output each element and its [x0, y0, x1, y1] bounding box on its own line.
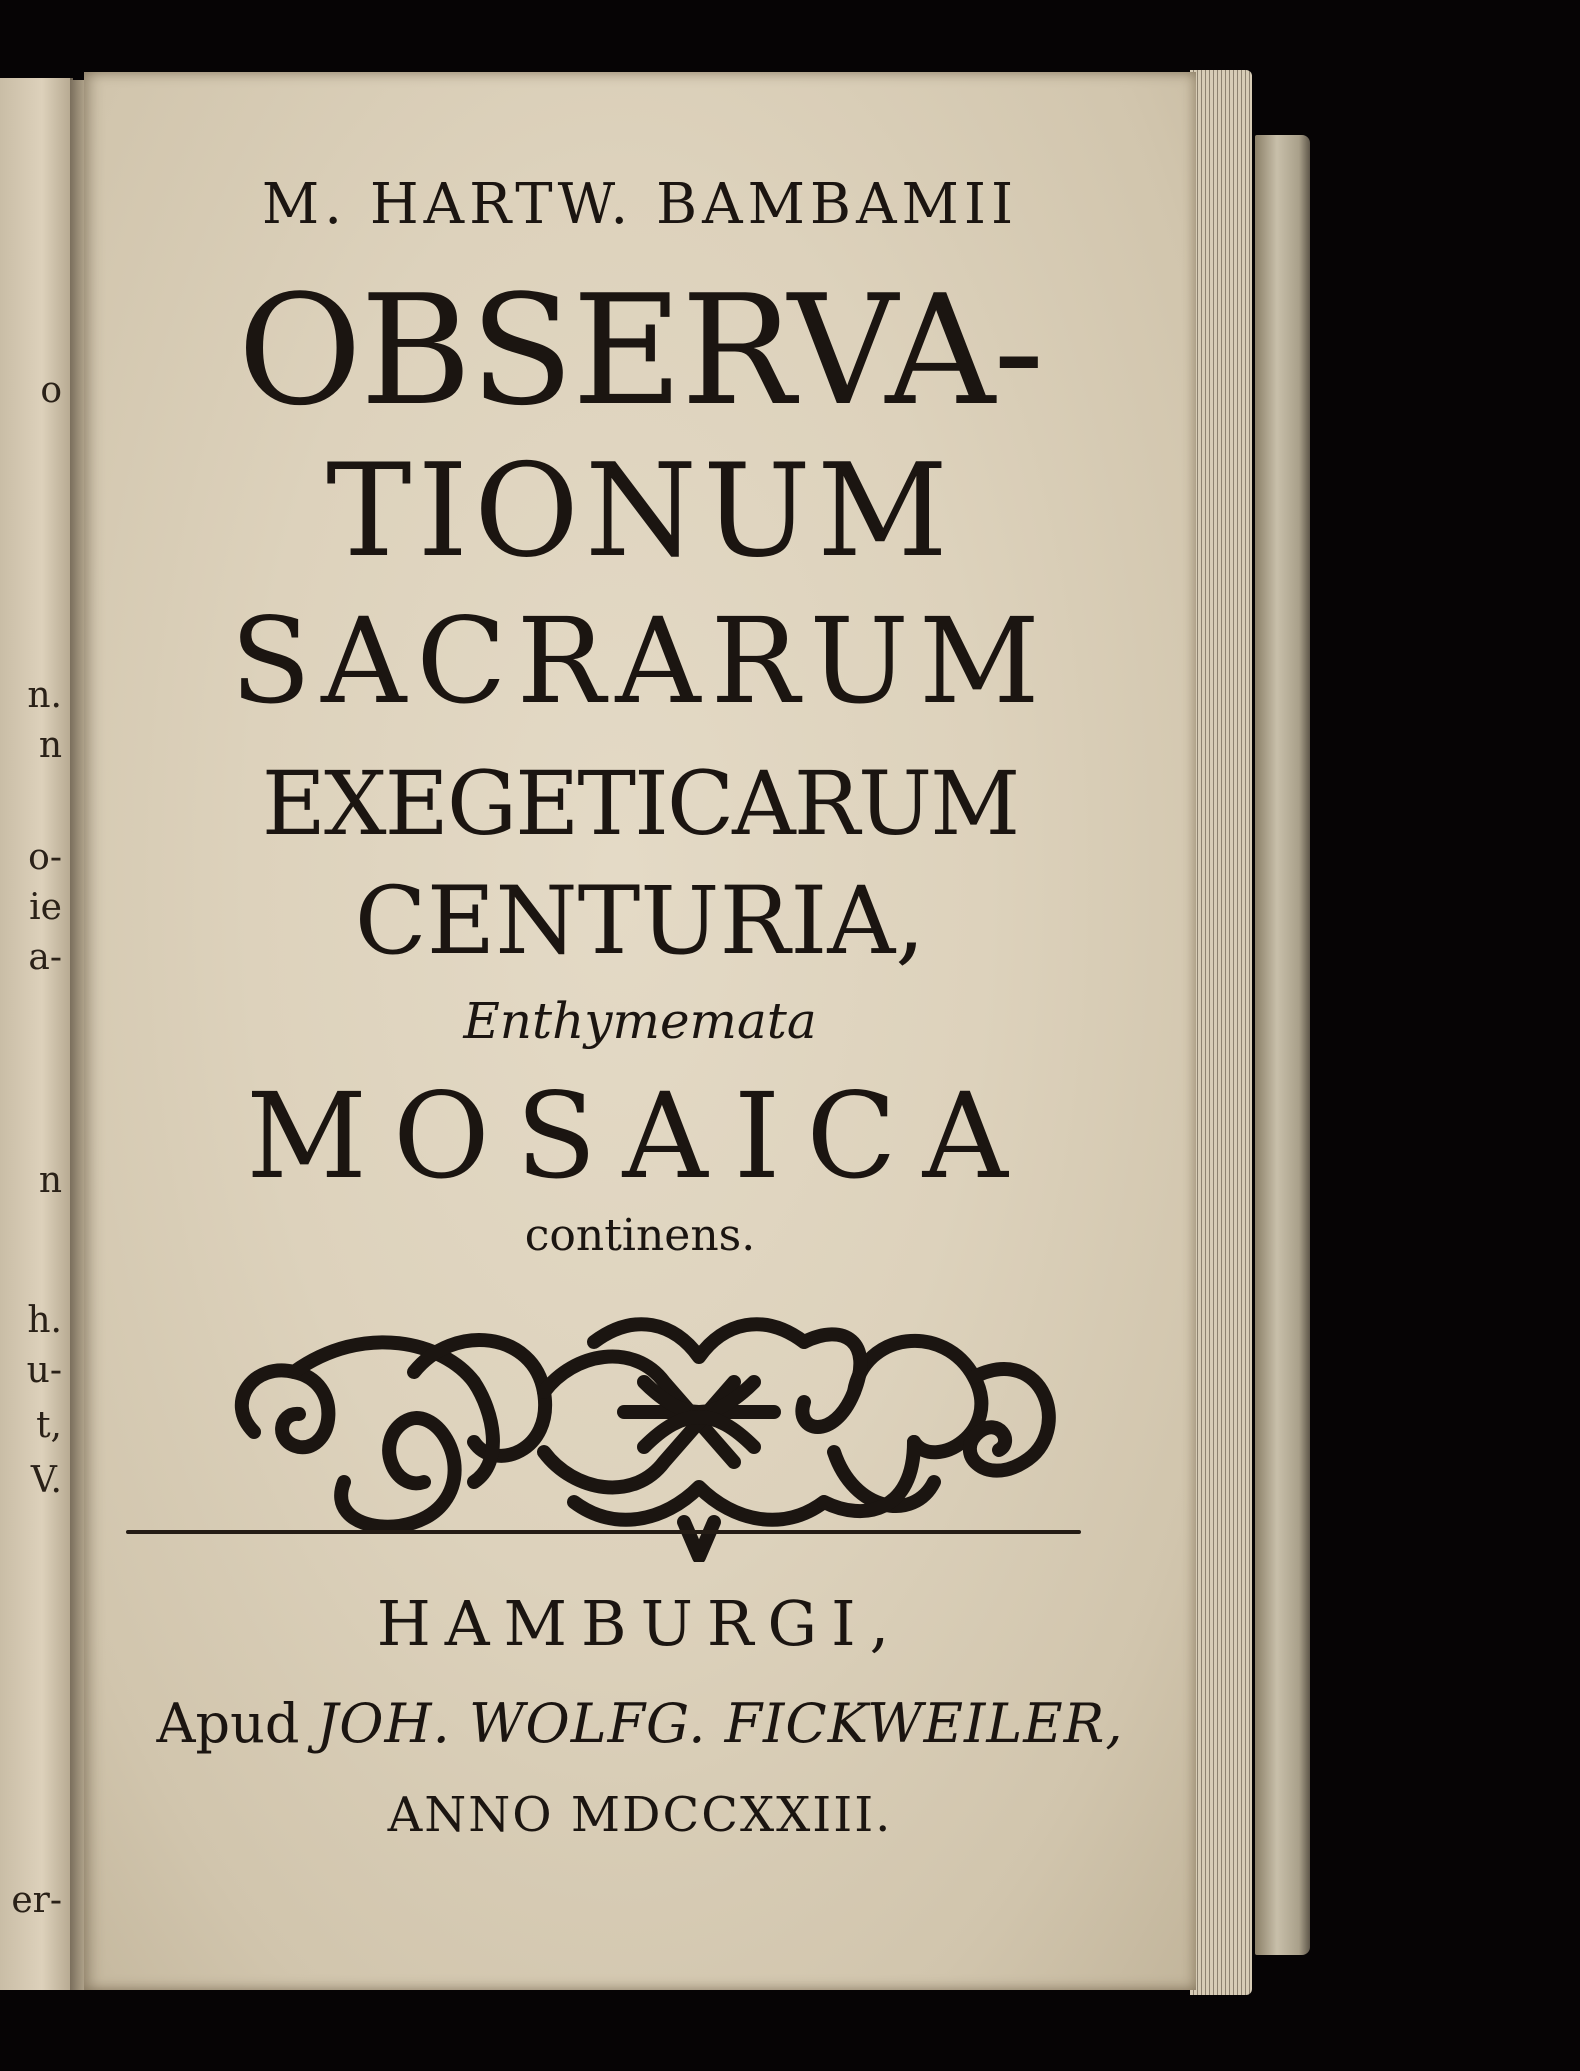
left-page-fragment: t,	[36, 1405, 62, 1446]
left-page-fragment: a-	[28, 937, 62, 978]
page-edges	[1190, 70, 1252, 1995]
title-page	[84, 72, 1196, 1990]
book-cover-edge	[1255, 135, 1310, 1955]
subtitle-continens: continens.	[524, 1210, 756, 1261]
left-page-fragment: u-	[26, 1350, 62, 1391]
title-line-1: OBSERVA-	[237, 262, 1043, 439]
author-line: M. HARTW. BAMBAMII	[261, 172, 1019, 237]
title-line-3: SACRARUM	[230, 592, 1050, 730]
subtitle-mosaica: MOSAICA	[246, 1067, 1034, 1205]
imprint-city: HAMBURGI,	[376, 1587, 904, 1660]
left-page-fragment: ie	[29, 887, 62, 928]
imprint-apud: Apud	[156, 1692, 300, 1755]
title-line-5: CENTURIA,	[354, 867, 926, 976]
left-page-fragment: V.	[30, 1460, 62, 1501]
left-page-fragment: n	[38, 725, 62, 766]
imprint-printer-name: JOH. WOLFG. FICKWEILER,	[316, 1692, 1124, 1755]
facing-left-page	[0, 78, 73, 1990]
imprint-year: ANNO MDCCXXIII.	[387, 1787, 893, 1843]
subtitle-italic: Enthymemata	[463, 992, 817, 1050]
title-line-4: EXEGETICARUM	[261, 752, 1019, 855]
left-page-fragment: o	[40, 370, 62, 411]
left-page-fragment: h.	[27, 1300, 62, 1341]
printers-ornament-icon	[214, 1282, 1064, 1562]
left-page-fragment: n.	[27, 675, 62, 716]
horizontal-rule	[126, 1530, 1081, 1534]
left-page-fragment: o-	[28, 837, 62, 878]
title-line-2: TIONUM	[326, 437, 954, 586]
left-page-fragment: n	[38, 1160, 62, 1201]
imprint-printer-line	[84, 1692, 1196, 1755]
left-page-fragment: er-	[11, 1880, 62, 1921]
